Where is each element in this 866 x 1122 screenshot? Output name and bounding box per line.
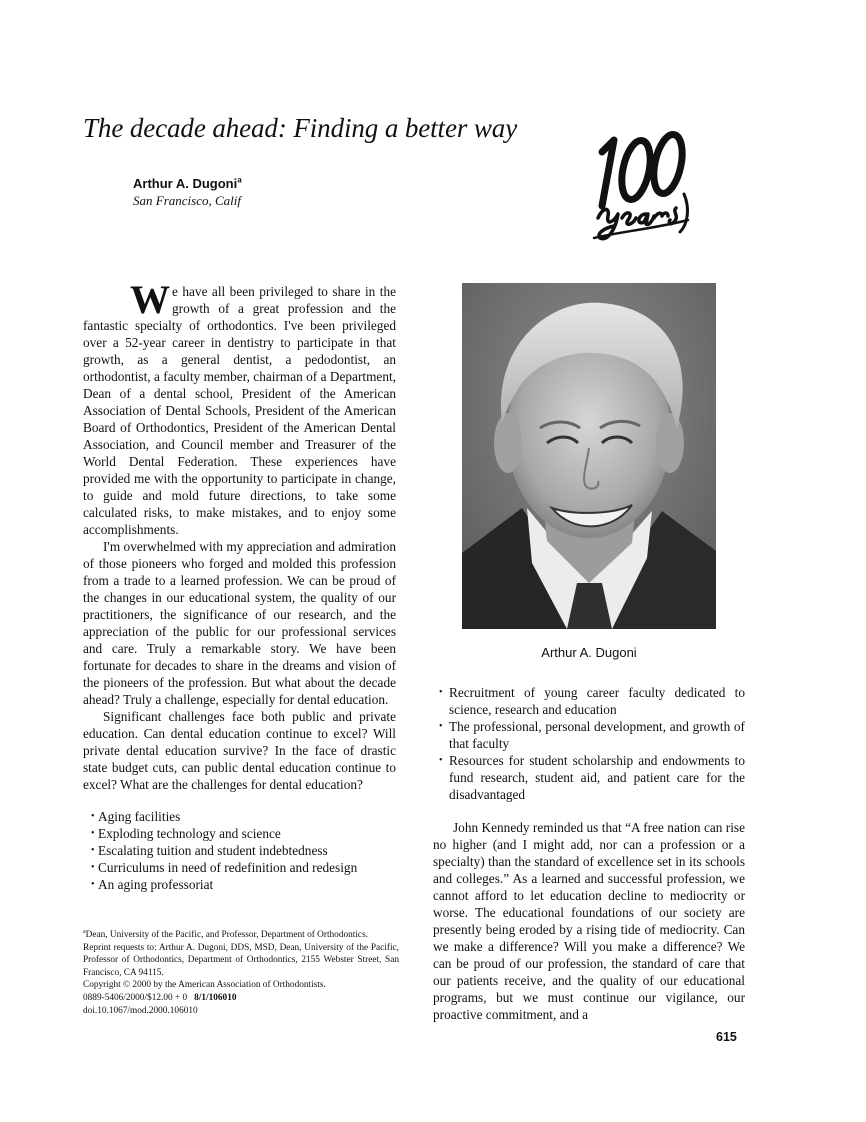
challenges-list xyxy=(83,808,396,893)
drop-cap: W xyxy=(130,277,170,322)
paragraph-intro-text: e have all been privileged to share in the growth of a great profession and the fantastic specialty of orthodontics. I've been privileged over a 52-year career in dentistry to participate in that growth, as a general dentist, a pedodontist, an orthodontist, a faculty member, chairman of a Department, Dean of a dental school, President of the American Association of Dental Schools, President of the American Board of Orthodontics, President of the American Dental Association, and Council member and Treasurer of the World Dental Federation. These experiences have provided me with the opportunity to participate in change, to guide and mold future directions, to take some calculated risks, to make mistakes, and to enjoy some accomplishments. xyxy=(83,284,396,537)
footnote-affiliation xyxy=(83,929,399,942)
paragraph-appreciation: I'm overwhelmed with my appreciation and admiration of those pioneers who forged and molded this profession from a trade to a learned profession. We can be proud of the changes in our educational system, the quality of our practitioners, the significance of our research, and the appreciation of the public for our professional services and care. Truly a remarkable story. We have been fortunate for decades to share in the dreams and vision of the pioneers of the profession. But what about the decade ahead? Truly a challenge, especially for dental education. xyxy=(83,539,396,707)
author-name xyxy=(133,176,242,191)
list-item: • Curriculums in need of redefinition and redesign xyxy=(83,859,396,876)
list-item: • Recruitment of young career faculty dedicated to science, research and education xyxy=(433,684,745,718)
footnote-code: 8/1/106010 xyxy=(194,992,237,1003)
list-item: • The professional, personal development, and growth of that faculty xyxy=(433,718,745,752)
footnote-copyright: Copyright © 2000 by the American Association of Orthodontists. xyxy=(83,980,326,991)
right-column-body xyxy=(433,684,745,1023)
author-portrait-photo xyxy=(462,283,716,629)
list-item: • Aging facilities xyxy=(83,808,396,825)
photo-caption: Arthur A. Dugoni xyxy=(541,645,637,660)
footnote-affiliation-text: Dean, University of the Pacific, and Professor, Department of Orthodontics. xyxy=(85,930,369,940)
paragraph-intro xyxy=(83,277,396,538)
faculty-resources-list xyxy=(433,684,745,803)
article-title: The decade ahead: Finding a better way xyxy=(83,113,518,143)
list-item: • Resources for student scholarship and endowments to fund research, student aid, and patient care for the disadvantaged xyxy=(433,752,745,803)
left-column-body xyxy=(83,277,396,893)
footnote-issn-text: 0889-5406/2000/$12.00 + 0 xyxy=(83,992,188,1003)
centennial-logo-icon xyxy=(588,118,698,248)
footnote-reprint: Reprint requests to: Arthur A. Dugoni, DDS, MSD, Dean, University of the Pacific, Professor of Orthodontics, Department of Orthodontics, 2155 Webster Street, San Francisco, CA 94115. xyxy=(83,942,399,978)
author-footnote-marker: a xyxy=(237,175,242,185)
author-name-text: Arthur A. Dugoni xyxy=(133,176,238,191)
author-affiliation: San Francisco, Calif xyxy=(133,193,241,208)
list-item: • Exploding technology and science xyxy=(83,825,396,842)
list-item: • Escalating tuition and student indebtedness xyxy=(83,842,396,859)
footnote-doi: doi.10.1067/mod.2000.106010 xyxy=(83,1005,198,1016)
article-footnote xyxy=(83,929,399,1017)
footnote-issn xyxy=(83,992,399,1005)
paragraph-kennedy: John Kennedy reminded us that “A free nation can rise no higher (and I might add, nor can a profession or a specialty) than the standard of excellence set in its schools and colleges.” As a learned and successful profession, we cannot afford to let education decline to mediocrity or worse. The educational foundations of our society are presently being eroded by a rising tide of mediocrity. Can we make a difference? Will you make a difference? We can be proud of our profession, the standard of care that our patients receive, and the quality of our educational programs, but we must continue our vigilance, our proactive commitment, and a xyxy=(433,820,745,1022)
footnote-marker: a xyxy=(83,928,86,935)
paragraph-challenges: Significant challenges face both public and private education. Can dental education continue to excel? Will private dental education survive? In the face of drastic state budget cuts, can public dental education continue to excel? What are the challenges for dental education? xyxy=(83,709,396,792)
list-item: • An aging professoriat xyxy=(83,876,396,893)
page-number: 615 xyxy=(716,1030,737,1044)
